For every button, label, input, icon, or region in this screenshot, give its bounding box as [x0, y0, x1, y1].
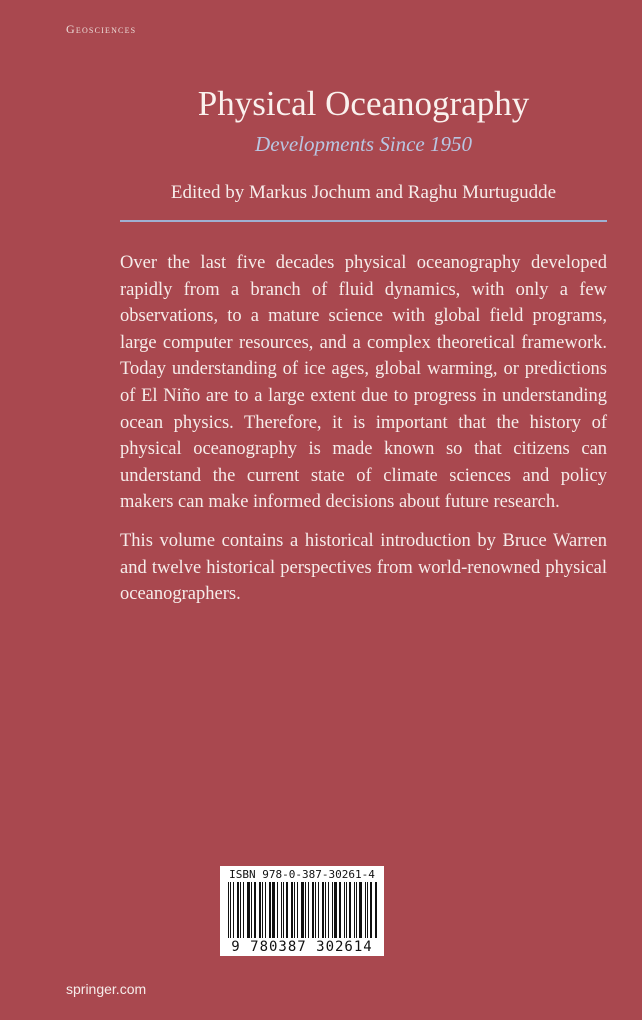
barcode-stripe — [281, 882, 282, 938]
publisher-url: springer.com — [66, 981, 147, 997]
isbn-label: ISBN 978-0-387-30261-4 — [229, 868, 375, 881]
barcode-stripe — [230, 882, 231, 938]
barcode-stripe — [286, 882, 288, 938]
barcode-stripe — [291, 882, 293, 938]
blurb — [120, 250, 607, 620]
barcode-stripe — [240, 882, 241, 938]
barcode-stripe — [277, 882, 278, 938]
barcode-stripe — [243, 882, 244, 938]
barcode-stripe — [315, 882, 316, 938]
barcode-stripe — [247, 882, 250, 938]
divider-rule — [120, 220, 607, 222]
barcode-stripe — [269, 882, 271, 938]
barcode-stripe — [272, 882, 275, 938]
barcode-stripe — [339, 882, 341, 938]
barcode-stripe — [370, 882, 372, 938]
barcode-stripe — [332, 882, 333, 938]
barcode-stripe — [375, 882, 377, 938]
barcode-stripe — [325, 882, 326, 938]
barcode-stripe — [346, 882, 347, 938]
barcode-stripe — [308, 882, 309, 938]
isbn-digits: 9 780387 302614 — [220, 939, 384, 955]
barcode-stripe — [354, 882, 355, 938]
barcode-stripe — [283, 882, 284, 938]
barcode — [220, 866, 384, 956]
barcode-stripe — [294, 882, 295, 938]
barcode-stripe — [322, 882, 324, 938]
barcode-stripe — [312, 882, 314, 938]
barcode-stripe — [228, 882, 229, 938]
barcode-stripe — [301, 882, 304, 938]
barcode-stripe — [237, 882, 239, 938]
barcode-stripe — [233, 882, 234, 938]
barcode-stripe — [265, 882, 266, 938]
blurb-paragraph-2: This volume contains a historical introduction by Bruce Warren and twelve historical perspectives from world-renowned physical oceanographers. — [120, 530, 607, 605]
barcode-stripe — [297, 882, 298, 938]
editors-line: Edited by Markus Jochum and Raghu Murtugudde — [170, 182, 557, 203]
barcode-stripe — [251, 882, 252, 938]
barcode-stripe — [367, 882, 368, 938]
barcode-stripe — [359, 882, 362, 938]
barcode-bars — [228, 882, 378, 938]
barcode-stripe — [259, 882, 261, 938]
barcode-stripe — [349, 882, 351, 938]
barcode-stripe — [254, 882, 256, 938]
barcode-stripe — [305, 882, 306, 938]
series-label: Geosciences — [66, 22, 137, 36]
book-title: Physical Oceanography — [197, 84, 530, 123]
barcode-stripe — [334, 882, 337, 938]
barcode-stripe — [262, 882, 263, 938]
barcode-stripe — [356, 882, 357, 938]
blurb-paragraph-1: Over the last five decades physical oceanography developed rapidly from a branch of fluid dynamics, with only a few observations, to a mature science with global field programs, large computer resources, and a complex theoretical framework. Today understanding of ice ages, global warming, or predictions of El Niño are to a large extent due to progress in understanding ocean physics. Therefore, it is important that the history of physical oceanography is made known so that citizens can understand the current state of climate sciences and policy makers can make informed decisions about future research. — [120, 253, 607, 513]
barcode-stripe — [365, 882, 366, 938]
book-subtitle: Developments Since 1950 — [255, 132, 472, 156]
barcode-stripe — [328, 882, 329, 938]
barcode-stripe — [318, 882, 319, 938]
barcode-stripe — [344, 882, 345, 938]
